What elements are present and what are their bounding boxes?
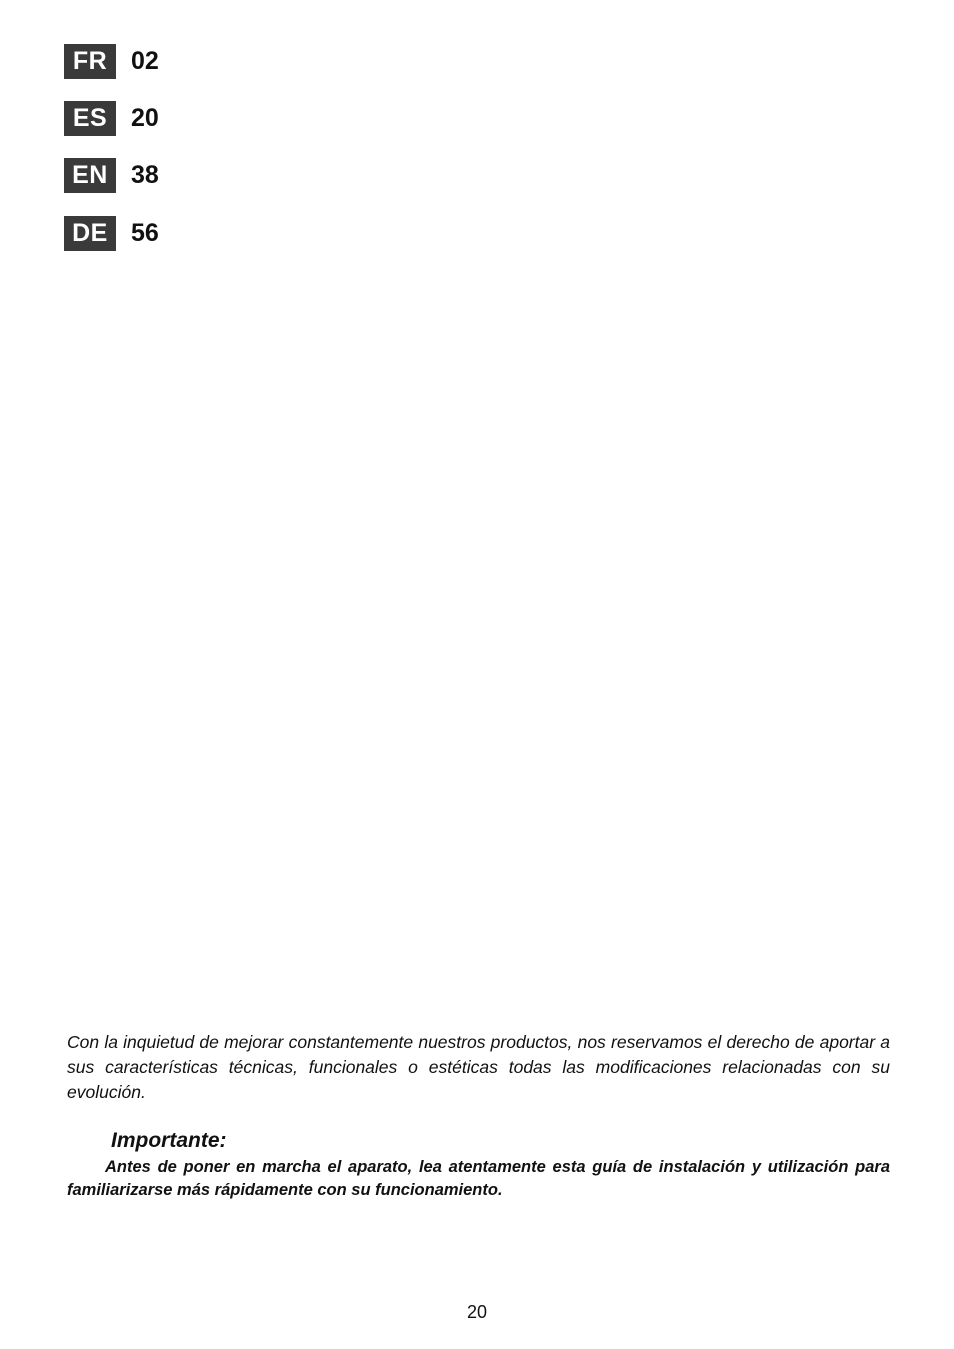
language-entry-de — [64, 216, 159, 251]
language-code-badge: ES — [64, 101, 116, 136]
language-page-number: 56 — [131, 219, 159, 247]
language-entry-es — [64, 101, 159, 136]
language-index — [64, 44, 159, 273]
product-improvement-notice: Con la inquietud de mejorar constantemente nuestros productos, nos reservamos el derecho de aportar a sus características técnicas, funcionales o estéticas todas las modificaciones relacionadas con su evolución. — [67, 1032, 890, 1102]
language-entry-en — [64, 158, 159, 193]
language-page-number: 20 — [131, 104, 159, 132]
important-heading: Importante: — [111, 1129, 227, 1152]
page-number: 20 — [466, 1302, 488, 1322]
language-code-badge: FR — [64, 44, 116, 79]
language-page-number: 02 — [131, 47, 159, 75]
language-code-badge: EN — [64, 158, 116, 193]
language-page-number: 38 — [131, 161, 159, 189]
important-text: Antes de poner en marcha el aparato, lea atentamente esta guía de instalación y utilización para familiarizarse más rápidamente con su funcionamiento. — [67, 1158, 890, 1199]
language-entry-fr — [64, 44, 159, 79]
language-code-badge: DE — [64, 216, 116, 251]
